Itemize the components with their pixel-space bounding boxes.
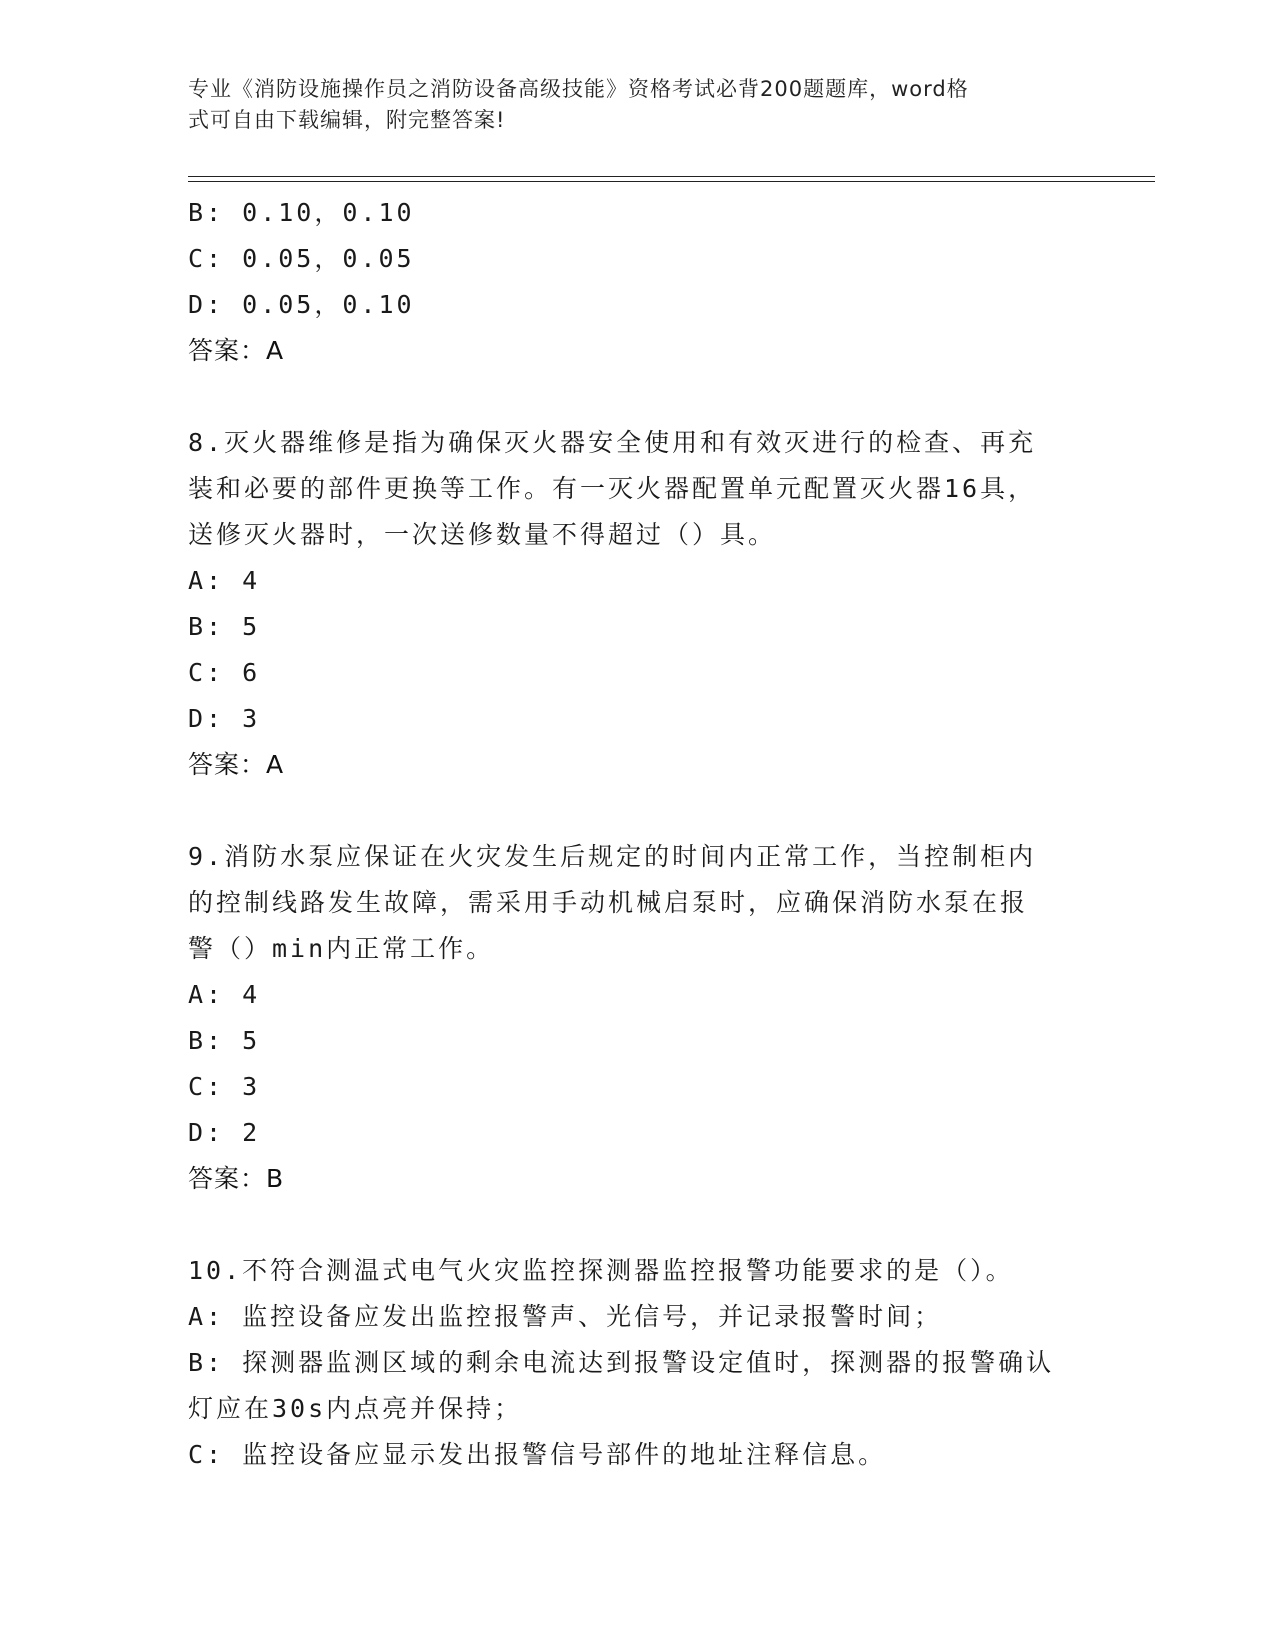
header-line-1: 专业《消防设施操作员之消防设备高级技能》资格考试必背200题题库，word格 [188,77,969,101]
option-b-continued: 灯应在30s内点亮并保持； [188,1394,523,1423]
question-text [188,1248,1068,1294]
spacer [188,788,1078,834]
question-text [188,834,1068,972]
answer: 答案：A [188,336,285,365]
option-a: A: 监控设备应发出监控报警声、光信号，并记录报警时间； [188,1302,943,1331]
question-text [188,420,1068,558]
document-header [188,74,1068,136]
spacer [188,1202,1078,1248]
option-c: C: 3 [188,1072,261,1101]
option-c: C: 6 [188,658,261,687]
option-b: B: 探测器监测区域的剩余电流达到报警设定值时，探测器的报警确认 [188,1348,1055,1377]
question-line: 的控制线路发生故障，需采用手动机械启泵时，应确保消防水泵在报 [188,888,1029,917]
option-c: C: 监控设备应显示发出报警信号部件的地址注释信息。 [188,1440,887,1469]
question-line: 装和必要的部件更换等工作。有一灭火器配置单元配置灭火器16具， [188,474,1037,503]
answer: 答案：B [188,1164,285,1193]
question-7-continued [188,190,1078,374]
option-d: D: 3 [188,704,261,733]
question-line: 警（）min内正常工作。 [188,934,495,963]
question-line: 送修灭火器时，一次送修数量不得超过（）具。 [188,520,777,549]
answer: 答案：A [188,750,285,779]
question-line: 8.灭火器维修是指为确保灭火器安全使用和有效灭进行的检查、再充 [188,428,1037,457]
header-line-2: 式可自由下载编辑，附完整答案! [188,108,506,132]
question-9 [188,834,1078,1202]
question-line: 10.不符合测温式电气火灾监控探测器监控报警功能要求的是（）。 [188,1256,1014,1285]
spacer [188,374,1078,420]
option-d: D: 0.05，0.10 [188,290,415,319]
question-line: 9.消防水泵应保证在火灾发生后规定的时间内正常工作，当控制柜内 [188,842,1037,871]
option-a: A: 4 [188,566,261,595]
question-10 [188,1248,1078,1478]
question-8 [188,420,1078,788]
header-rule-top [188,176,1155,177]
option-c: C: 0.05，0.05 [188,244,415,273]
header-rule-bottom [188,181,1155,182]
option-a: A: 4 [188,980,261,1009]
question-list [188,190,1078,1478]
option-b: B: 0.10，0.10 [188,198,415,227]
option-b: B: 5 [188,1026,261,1055]
option-d: D: 2 [188,1118,261,1147]
option-b: B: 5 [188,612,261,641]
